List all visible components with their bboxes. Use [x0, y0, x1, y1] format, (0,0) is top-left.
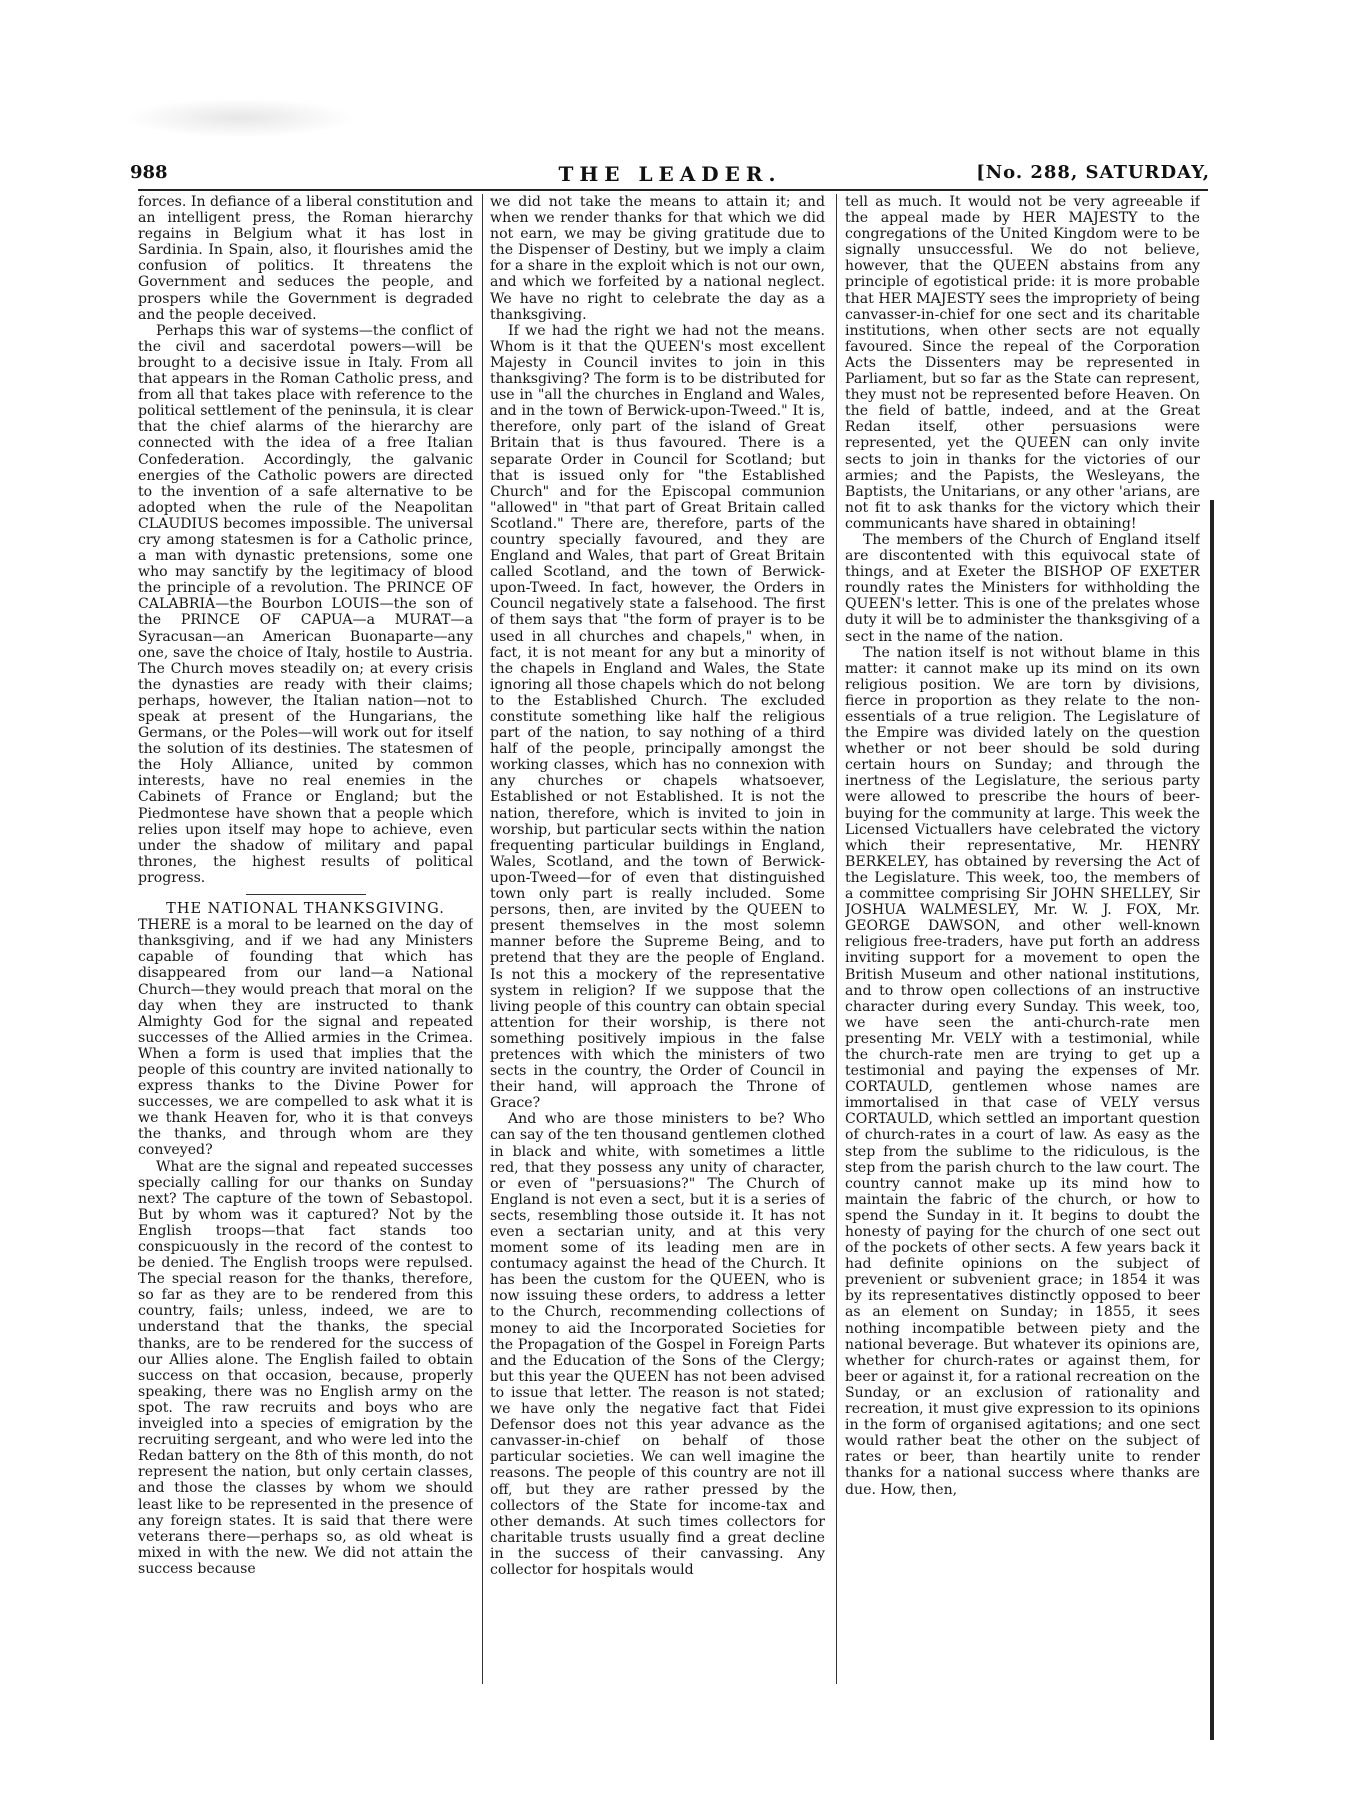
issue-label: [No. 288, SATURDAY,	[976, 162, 1210, 183]
page-edge-bar	[1210, 500, 1214, 1740]
paper-stain	[125, 98, 355, 138]
paragraph: forces. In defiance of a liberal constitution and an intelligent press, the Roman hierarchy regains in Belgium what it has lost in Sardinia. In Spain, also, it flourishes amid the confusion of politics. It threatens the Government and seduces the people, and prospers while the Government is degraded and the people deceived.	[138, 194, 473, 323]
paragraph: we did not take the means to attain it; and when we render thanks for that which we did not earn, we may be giving gratitude due to the Dispenser of Destiny, but we imply a claim for a share in the exploit which is not our own, and which we forfeited by a national neglect. We have no right to celebrate the day as a thanksgiving.	[490, 194, 825, 323]
paragraph: The members of the Church of England itself are discontented with this equivocal state of things, and at Exeter the BISHOP OF EXETER roundly rates the Ministers for withholding the QUEEN's letter. This is one of the prelates whose duty it will be to administer the thanksgiving of a sect in the name of the nation.	[845, 531, 1200, 645]
paragraph: The nation itself is not without blame in this matter: it cannot make up its mind on its own religious position. We are torn by divisions, fierce in proportion as they relate to the non-essentials of a true religion. The Legislature of the Empire was divided lately on the question whether or not beer should be sold during certain hours on Sunday; and through the inertness of the Legislature, the serious party were allowed to prescribe the hours of beer-buying for the community at large. This week the Licensed Victuallers have celebrated the victory which their representative, Mr. HENRY BERKELEY, has obtained by reversing the Act of the Legislature. This week, too, the members of a committee comprising Sir JOHN SHELLEY, Sir JOSHUA WALMESLEY, Mr. W. J. FOX, Mr. GEORGE DAWSON, and other well-known religious free-traders, have put forth an address inviting support for a movement to open the British Museum and other national institutions, and to throw open collections of an instructive character during every Sunday. This week, too, we have seen the anti-church-rate men presenting Mr. VELY with a testimonial, while the church-rate men are trying to get up a testimonial and paying the expenses of Mr. CORTAULD, gentlemen whose names are immortalised in that case of VELY versus CORTAULD, which settled an important question of church-rates in a court of law. As easy as the step from the sublime to the ridiculous, is the step from the parish church to the law court. The country cannot make up its mind how to maintain the fabric of the church, or how to spend the Sunday in it. It begins to doubt the honesty of paying for the church of one sect out of the pockets of other sects. A few years back it had definite opinions on the subject of prevenient or subvenient grace; in 1854 it was by its representatives distinctly opposed to beer as an element on Sunday; in 1855, it sees nothing incompatible between piety and the national beverage. But whatever its opinions are, whether for church-rates or against them, for beer or against it, for a rational recreation on the Sunday, or an exclusion of rationality and recreation, it must give expression to its opinions in the form of organised agitations; and one sect would rather beat the other on the subject of rates or beer, than heartily unite to render thanks for a national success where thanks are due. How, then,	[845, 644, 1200, 1498]
paragraph: What are the signal and repeated successes specially calling for our thanks on Sunday next? The capture of the town of Sebastopol. But by whom was it captured? Not by the English troops—that fact stands too conspicuously in the record of the contest to be denied. The English troops were repulsed. The special reason for the thanks, therefore, so far as they are to be rendered from this country, fails; unless, indeed, we are to understand that the thanks, the special thanks, are to be rendered for the success of our Allies alone. The English failed to obtain success on that occasion, because, properly speaking, there was no English army on the spot. The raw recruits and boys who are inveigled into a species of emigration by the recruiting sergeant, and who were led into the Redan battery on the 8th of this month, do not represent the nation, but only certain classes, and those the classes by whom we should least like to be represented in the presence of any foreign states. It is said that there were veterans there—perhaps so, as old wheat is mixed in with the new. We did not attain the success because	[138, 1158, 473, 1577]
page-header	[130, 162, 1210, 184]
paragraph: Perhaps this war of systems—the conflict of the civil and sacerdotal powers—will be brought to a decisive issue in Italy. From all that appears in the Roman Catholic press, and from all that takes place with reference to the political settlement of the peninsula, it is clear that the chief alarms of the hierarchy are connected with the idea of a free Italian Confederation. Accordingly, the galvanic energies of the Catholic powers are directed to the invention of a safe alternative to be adopted when the rule of the Neapolitan CLAUDIUS becomes impossible. The universal cry among statesmen is for a Catholic prince, a man with dynastic pretensions, some one who may sanctify by the legitimacy of blood the principle of a revolution. The PRINCE OF CALABRIA—the Bourbon LOUIS—the son of the PRINCE OF CAPUA—a MURAT—a Syracusan—an American Buonaparte—any one, save the choice of Italy, hostile to Austria. The Church moves steadily on; at every crisis the dynasties are ready with their claims; perhaps, however, the Italian nation—not to speak at present of the Hungarians, the Germans, or the Poles—will work out for itself the solution of its destinies. The statesmen of the Holy Alliance, united by common interests, have no real enemies in the Cabinets of France or England; but the Piedmontese have shown that a people which relies upon itself may hope to achieve, even under the shadow of military and papal thrones, the highest results of political progress.	[138, 322, 473, 886]
paragraph: tell as much. It would not be very agreeable if the appeal made by HER MAJESTY to the congregations of the United Kingdom were to be signally unsuccessful. We do not believe, however, that the QUEEN abstains from any principle of egotistical pride: it is more probable that HER MAJESTY sees the impropriety of being canvasser-in-chief for one sect and its charitable institutions, when other sects are not equally favoured. Since the repeal of the Corporation Acts the Dissenters may be represented in Parliament, but so far as the State can represent, they must not be represented before Heaven. On the field of battle, indeed, and at the Great Redan itself, other persuasions were represented, yet the QUEEN can only invite sects to join in thanks for the victories of our armies; and the Papists, the Wesleyans, the Baptists, the Unitarians, or any other 'arians, are not fit to ask thanks for the victory which their communicants have shared in obtaining!	[845, 194, 1200, 532]
column-2	[490, 194, 825, 1694]
paragraph: And who are those ministers to be? Who can say of the ten thousand gentlemen clothed in black and white, with sometimes a little red, that they possess any unity of character, or even of "persuasions?" The Church of England is not even a sect, but it is a series of sects, resembling those outside it. It has not even a sectarian unity, and at this very moment some of its leading men are in contumacy against the head of the Church. It has been the custom for the QUEEN, who is now issuing these orders, to address a letter to the Church, recommending collections of money to aid the Incorporated Societies for the Propagation of the Gospel in Foreign Parts and the Education of the Sons of the Clergy; but this year the QUEEN has not been advised to issue that letter. The reason is not stated; we have only the negative fact that Fidei Defensor does not this year advance as the canvasser-in-chief on behalf of those particular societies. We can well imagine the reasons. The people of this country are not ill off, but they are rather pressed by the collectors of the State for income-tax and other demands. At such times collectors for charitable trusts usually find a great decline in the success of their canvassing. Any collector for hospitals would	[490, 1111, 825, 1578]
column-3	[845, 194, 1200, 1694]
column-divider	[836, 194, 837, 1684]
masthead-title: THE LEADER.	[558, 162, 782, 186]
paragraph: If we had the right we had not the means. Whom is it that the QUEEN's most excellent Majesty in Council invites to join in this thanksgiving? The form is to be distributed for use in "all the churches in England and Wales, and in the town of Berwick-upon-Tweed." It is, therefore, only part of the island of Great Britain that is thus favoured. There is a separate Order in Council for Scotland; but that is issued only for "the Established Church" and for the Episcopal communion "allowed" in "that part of Great Britain called Scotland." There are, therefore, parts of the country specially favoured, and they are England and Wales, that part of Great Britain called Scotland, and the town of Berwick-upon-Tweed. In fact, however, the Orders in Council negatively state a falsehood. The first of them says that "the form of prayer is to be used in all churches and chapels," when, in fact, it is not meant for any but a minority of the chapels in England and Wales, the State ignoring all those chapels which do not belong to the Established Church. The excluded constitute something like half the religious part of the nation, to say nothing of a third half of the people, principally amongst the working classes, which has no connexion with any churches or chapels whatsoever, Established or not Established. It is not the nation, therefore, which is invited to join in worship, but particular sects within the nation frequenting particular buildings in England, Wales, Scotland, and the town of Berwick-upon-Tweed—for of even that distinguished town only part is really included. Some persons, then, are invited by the QUEEN to present themselves in the most solemn manner before the Supreme Being, and to pretend that they are the people of England. Is not this a mockery of the representative system in religion? If we suppose that the living people of this country can obtain special attention for their worship, is there not something positively impious in the false pretences with which the ministers of two sects in the country, the Order of Council in their hand, will approach the Throne of Grace?	[490, 322, 825, 1112]
paragraph: THERE is a moral to be learned on the day of thanksgiving, and if we had any Ministers capable of founding that which has disappeared from our land—a National Church—they would preach that moral on the day when they are instructed to thank Almighty God for the signal and repeated successes of the Allied armies in the Crimea. When a form is used that implies that the people of this country are invited nationally to express thanks to the Divine Power for successes, we are compelled to ask what it is we thank Heaven for, who it is that conveys the thanks, and through whom are they conveyed?	[138, 917, 473, 1159]
column-1	[138, 194, 473, 1694]
section-divider	[246, 894, 366, 895]
section-heading: THE NATIONAL THANKSGIVING.	[166, 901, 445, 918]
page-number: 988	[130, 162, 168, 183]
header-rule	[138, 189, 1208, 191]
column-divider	[482, 194, 483, 1684]
